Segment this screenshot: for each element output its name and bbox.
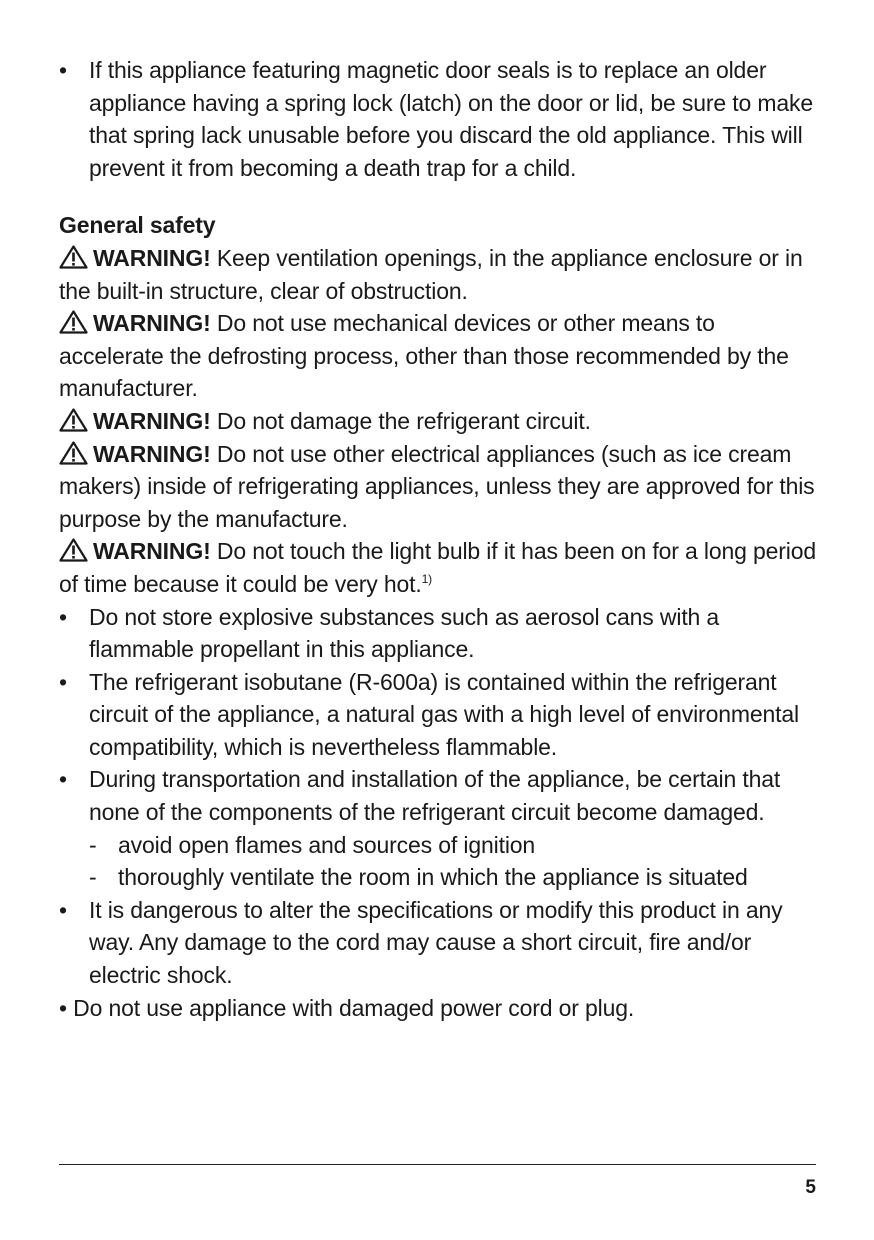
warning-text: Do not damage the refrigerant circuit.	[210, 407, 591, 434]
warning-triangle-icon	[59, 245, 88, 269]
list-item-text: It is dangerous to alter the specifications or modify this product in any way. Any damage to the cord may cause a short circuit, fire and/or electric shock.	[89, 896, 783, 989]
bullet-mark: •	[59, 603, 67, 630]
warning-label: WARNING!	[93, 407, 211, 434]
warning-item	[59, 242, 817, 307]
sub-list-item-text: avoid open flames and sources of ignition	[118, 831, 536, 858]
page-number: 5	[805, 1177, 816, 1198]
list-item	[59, 666, 817, 764]
sub-list-item	[59, 861, 817, 894]
warning-label: WARNING!	[93, 538, 211, 565]
dash-mark: -	[89, 831, 97, 858]
sub-list-item-text: thoroughly ventilate the room in which the appliance is situated	[118, 864, 748, 891]
list-item	[59, 763, 817, 828]
bullet-mark: •	[59, 57, 67, 83]
list-item-text: If this appliance featuring magnetic door seals is to replace an older appliance having a spring lock (latch) on the door or lid, be sure to make that spring lack unusable before you discard the old appliance. This will prevent it from becoming a death trap for a child.	[89, 57, 814, 181]
list-item-spring-lock	[59, 54, 817, 184]
warning-triangle-icon	[59, 538, 88, 562]
list-item-text: Do not store explosive substances such as aerosol cans with a flammable propellant in this appliance.	[89, 603, 720, 663]
warning-item	[59, 438, 817, 536]
list-item	[59, 894, 817, 992]
warning-triangle-icon	[59, 408, 88, 432]
document-page	[59, 54, 817, 1024]
dash-mark: -	[89, 864, 97, 891]
warning-triangle-icon	[59, 310, 88, 334]
footnote-marker: 1)	[421, 571, 433, 586]
bullet-mark: •	[59, 668, 67, 695]
warning-text: Keep ventilation openings, in the appliance enclosure or in the built-in structure, clear of obstruction.	[59, 244, 803, 304]
warning-text: Do not touch the light bulb if it has been on for a long period of time because it could be very hot.	[59, 538, 817, 597]
bullet-mark: •	[59, 896, 67, 923]
warning-item	[59, 535, 817, 600]
list-item-text: During transportation and installation of the appliance, be certain that none of the components of the refrigerant circuit become damaged.	[89, 766, 781, 826]
sub-list-item	[59, 829, 817, 862]
list-item-text: The refrigerant isobutane (R-600a) is contained within the refrigerant circuit of the appliance, a natural gas with a high level of environmental compatibility, which is nevertheless flammable.	[89, 668, 799, 760]
warning-label: WARNING!	[93, 440, 211, 467]
section-heading: General safety	[59, 212, 216, 239]
warning-label: WARNING!	[93, 310, 211, 337]
warning-label: WARNING!	[93, 244, 211, 271]
warning-triangle-icon	[59, 441, 88, 465]
list-item	[59, 601, 817, 666]
footer-divider	[59, 1164, 816, 1165]
final-note: • Do not use appliance with damaged power cord or plug.	[59, 994, 635, 1021]
bullet-mark: •	[59, 766, 67, 793]
warning-item	[59, 307, 817, 405]
warning-text: Do not use other electrical appliances (such as ice cream makers) inside of refrigerating appliances, unless they are approved for this purpose by the manufacture.	[59, 440, 815, 532]
warning-text: Do not use mechanical devices or other means to accelerate the defrosting process, other than those recommended by the manufacturer.	[59, 310, 789, 402]
warning-item	[59, 405, 817, 438]
